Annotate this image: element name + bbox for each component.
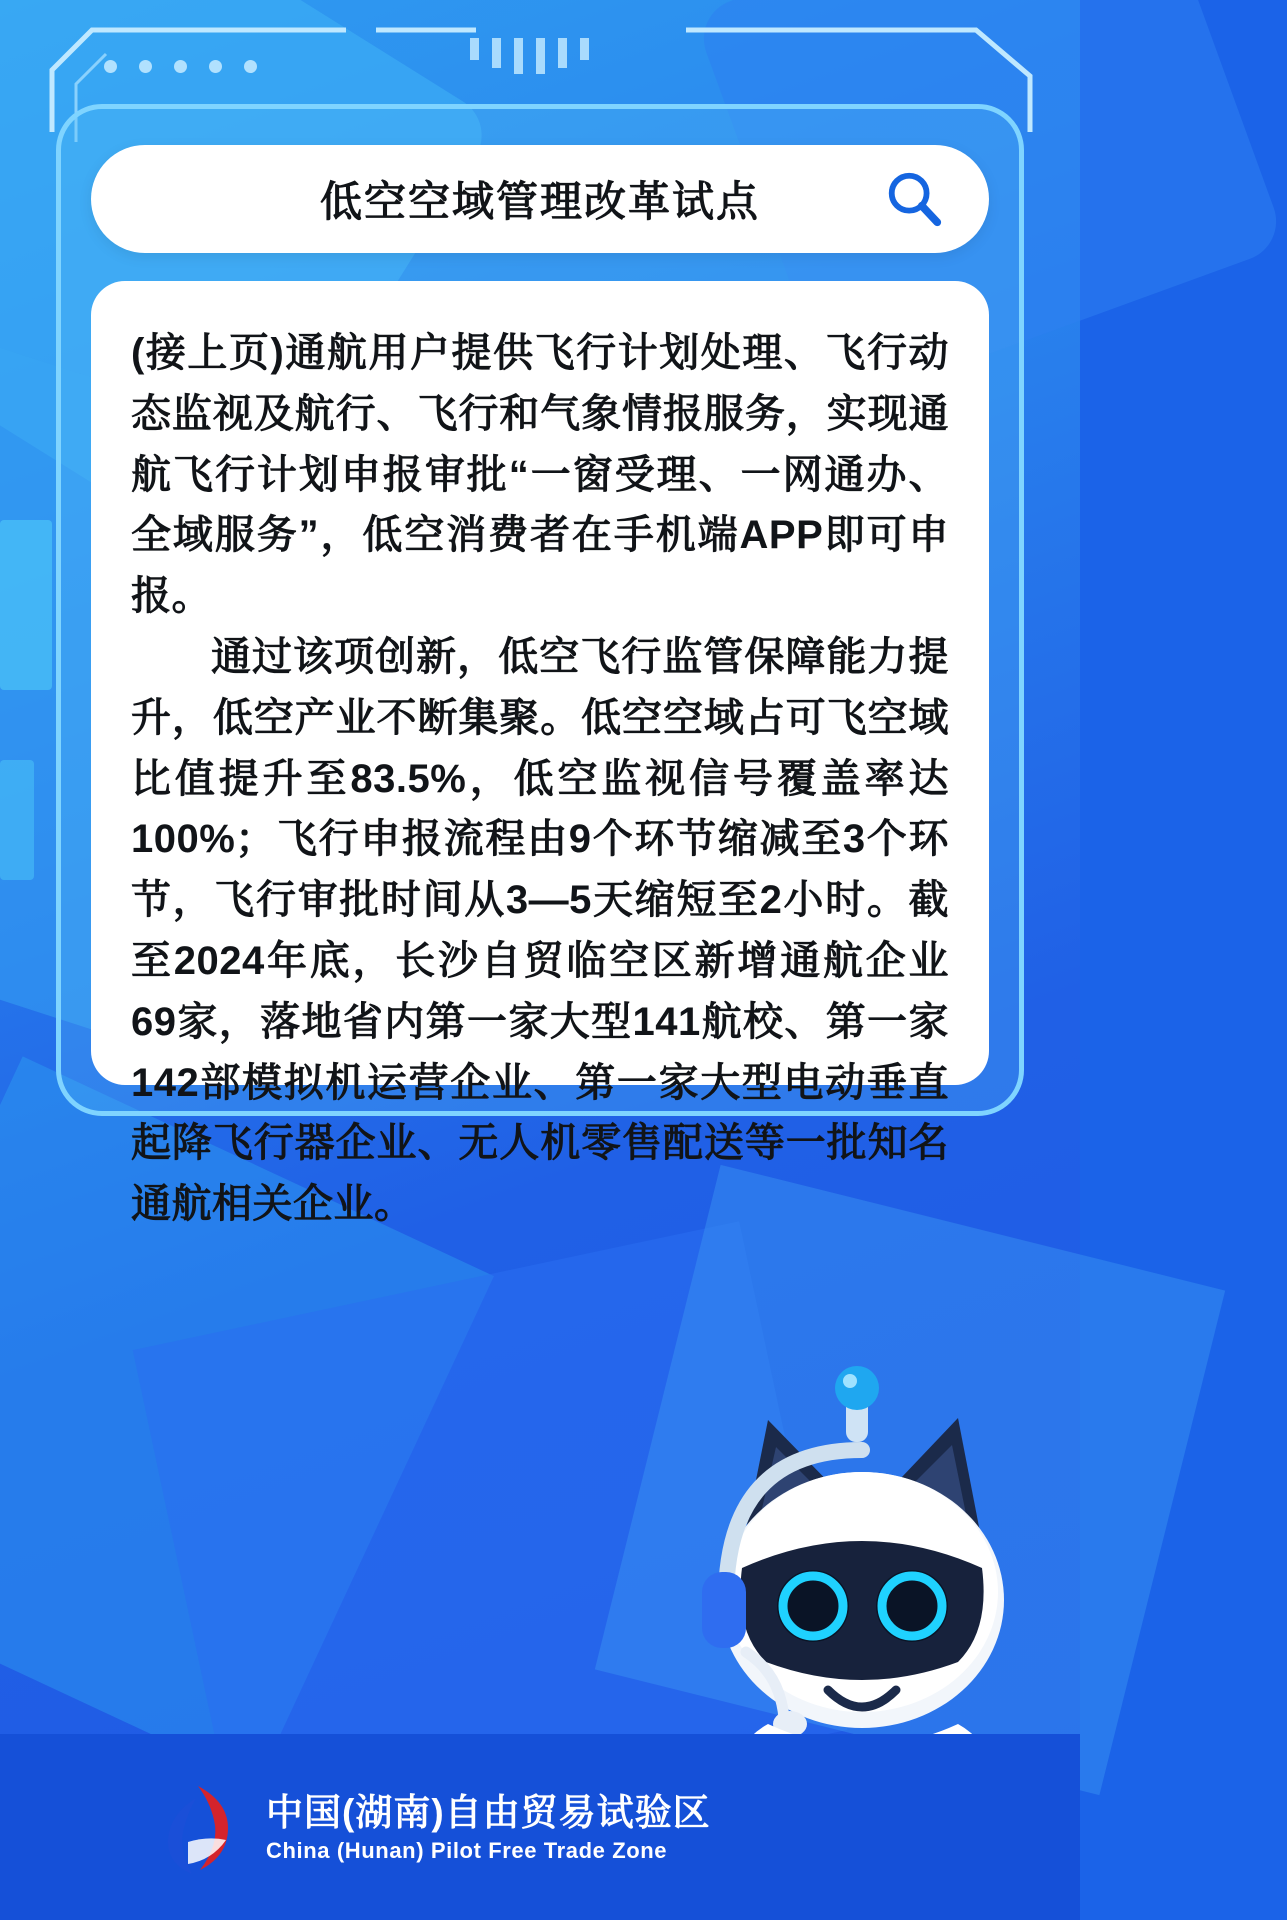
footer-bar	[0, 1734, 1080, 1920]
bg-strip-upper	[0, 520, 52, 690]
brand-name-en: China (Hunan) Pilot Free Trade Zone	[266, 1838, 668, 1864]
search-bar[interactable]	[91, 145, 989, 253]
search-icon[interactable]	[883, 168, 945, 230]
paragraph-continued: (接上页)通航用户提供飞行计划处理、飞行动态监视及航行、飞行和气象情报服务，实现通航飞行计划申报审批“一窗受理、一网通办、全域服务”，低空消费者在手机端APP即可申报。	[131, 331, 949, 619]
bg-strip-lower	[0, 760, 34, 880]
decorative-ticks	[470, 38, 589, 74]
article-body	[91, 281, 989, 1227]
paragraph-results: 通过该项创新，低空飞行监管保障能力提升，低空产业不断集聚。低空空域占可飞空域比值提升至83.5%，低空监视信号覆盖率达100%；飞行申报流程由9个环节缩减至3个环节，飞行审批时间从3—5天缩短至2小时。截至2024年底，长沙自贸临空区新增通航企业69家，落地省内第一家大型141航校、第一家142部模拟机运营企业、第一家大型电动垂直起降飞行器企业、无人机零售配送等一批知名通航相关企业。	[131, 634, 949, 1227]
decorative-dots	[104, 60, 257, 73]
main-card	[56, 104, 1024, 1227]
page-title: 低空空域管理改革试点	[319, 178, 760, 225]
footer-brand	[158, 1780, 711, 1876]
brand-name-cn: 中国(湖南)自由贸易试验区	[266, 1791, 711, 1833]
hunan-ftz-logo-icon	[158, 1780, 244, 1876]
